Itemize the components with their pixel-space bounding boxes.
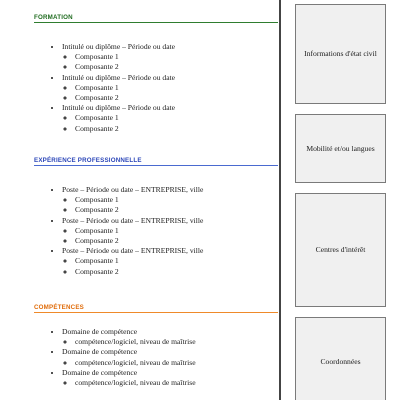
coordonnees-label: Coordonnées (320, 357, 361, 367)
competences-heading[interactable]: COMPÉTENCES (34, 304, 278, 313)
sub-item[interactable]: ◦ compétence/logiciel, niveau de maîtrise (75, 358, 279, 368)
item-label[interactable]: Intitulé ou diplôme – Période ou date (62, 72, 176, 82)
experience-heading[interactable]: EXPÉRIENCE PROFESSIONNELLE (34, 157, 278, 166)
sub-list (62, 358, 279, 368)
sub-list (62, 256, 279, 276)
mobilite-box[interactable] (295, 114, 386, 183)
sub-item[interactable]: ◦ Composante 2 (75, 236, 279, 246)
list-item[interactable] (62, 103, 279, 134)
list-item[interactable] (62, 368, 279, 388)
sub-list (62, 195, 279, 215)
sub-item[interactable]: ◦ Composante 1 (75, 113, 279, 123)
sub-item[interactable]: ◦ Composante 2 (75, 205, 279, 215)
sub-list (62, 52, 279, 72)
sub-list (62, 337, 279, 347)
mobilite-label: Mobilité et/ou langues (306, 143, 375, 153)
list-item[interactable] (62, 73, 279, 104)
list-item[interactable] (62, 347, 279, 367)
item-label[interactable]: Domaine de compétence (62, 347, 138, 357)
list-item[interactable] (62, 185, 279, 216)
sub-item[interactable]: ◦ compétence/logiciel, niveau de maîtrise (75, 337, 279, 347)
item-label[interactable]: Poste – Période ou date – ENTREPRISE, ville (62, 246, 204, 256)
competences-list (34, 327, 279, 388)
list-item[interactable] (62, 216, 279, 247)
experience-section (34, 157, 279, 277)
sub-item[interactable]: ◦ Composante 2 (75, 267, 279, 277)
sub-list (62, 378, 279, 388)
list-item[interactable] (62, 327, 279, 347)
formation-section (34, 14, 279, 134)
item-label[interactable]: Domaine de compétence (62, 327, 138, 336)
sub-item[interactable]: ◦ compétence/logiciel, niveau de maîtrise (75, 378, 279, 388)
sub-item[interactable]: ◦ Composante 1 (75, 226, 279, 236)
coordonnees-box[interactable] (295, 317, 386, 400)
formation-heading[interactable]: FORMATION (34, 14, 278, 23)
experience-list (34, 185, 279, 277)
centres-interet-label: Centres d'intérêt (315, 245, 366, 255)
sub-item[interactable]: ◦ Composante 1 (75, 195, 279, 205)
sub-item[interactable]: ◦ Composante 2 (75, 124, 279, 134)
etat-civil-box[interactable] (295, 4, 386, 104)
sub-item[interactable]: ◦ Composante 2 (75, 93, 279, 103)
item-label[interactable]: Poste – Période ou date – ENTREPRISE, ville (62, 185, 204, 194)
competences-section (34, 304, 279, 388)
list-item[interactable] (62, 246, 279, 277)
sub-list (62, 113, 279, 133)
sub-item[interactable]: ◦ Composante 1 (75, 256, 279, 266)
centres-interet-box[interactable] (295, 193, 386, 307)
formation-list (34, 42, 279, 134)
sub-list (62, 226, 279, 246)
etat-civil-label: Informations d'état civil (304, 49, 377, 59)
item-label[interactable]: Domaine de compétence (62, 367, 138, 377)
item-label[interactable]: Poste – Période ou date – ENTREPRISE, ville (62, 215, 204, 225)
sub-list (62, 83, 279, 103)
list-item[interactable] (62, 42, 279, 73)
sub-item[interactable]: ◦ Composante 1 (75, 83, 279, 93)
sub-item[interactable]: ◦ Composante 2 (75, 62, 279, 72)
item-label[interactable]: Intitulé ou diplôme – Période ou date (62, 42, 176, 51)
sub-item[interactable]: ◦ Composante 1 (75, 52, 279, 62)
item-label[interactable]: Intitulé ou diplôme – Période ou date (62, 103, 176, 113)
